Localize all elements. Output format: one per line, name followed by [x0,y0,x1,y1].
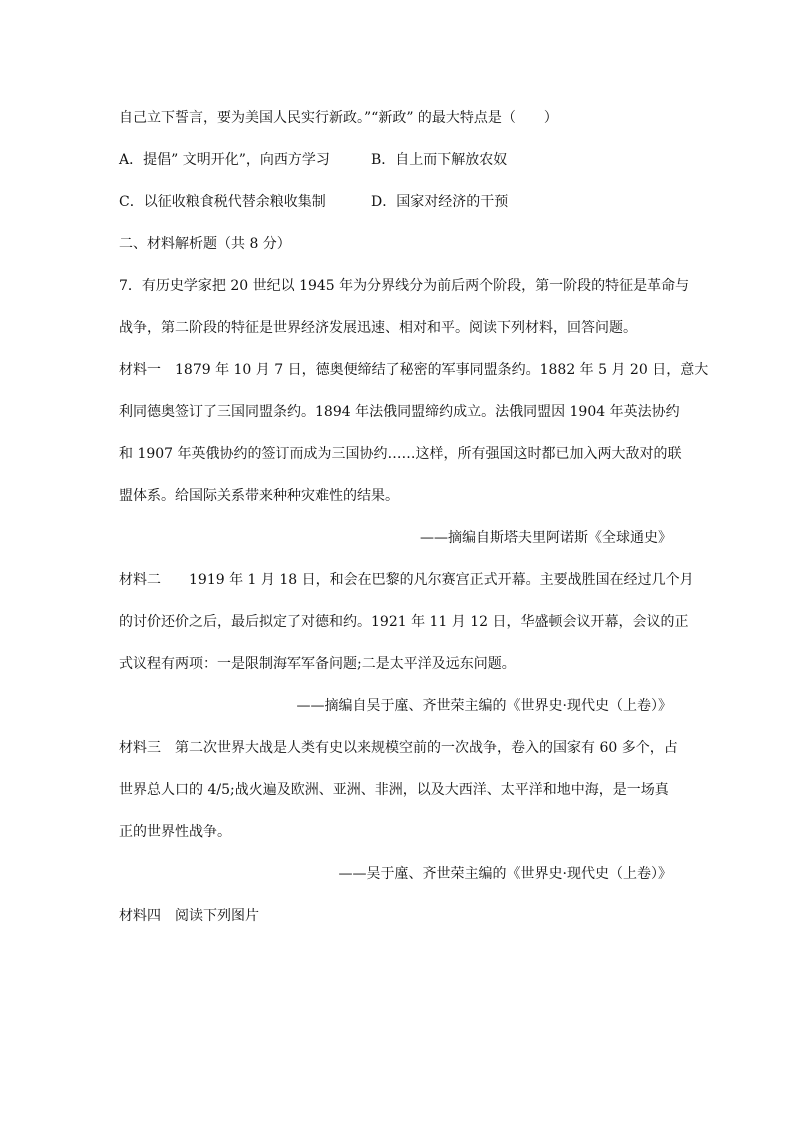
question7-intro-line: 战争，第二阶段的特征是世界经济发展迅速、相对和平。阅读下列材料，回答问题。 [119,320,637,336]
material2-line: 式议程有两项：一是限制海军军备问题;二是太平洋及远东问题。 [119,656,516,672]
material3-line: 材料三 第二次世界大战是人类有史以来规模空前的一次战争，卷入的国家有 60 多个，占 [119,740,678,756]
option-d: D．国家对经济的干预 [371,194,509,210]
material1-source: ——摘编自斯塔夫里阿诺斯《全球通史》 [420,530,672,546]
material1-line: 和 1907 年英俄协约的签订而成为三国协约……这样，所有强国这时都已加入两大敌对的联 [119,446,682,462]
material1-line: 材料一 1879 年 10 月 7 日，德奥便缔结了秘密的军事同盟条约。1882 年 5 月 20 日，意大 [119,362,709,378]
material1-line: 盟体系。给国际关系带来种种灾难性的结果。 [119,488,399,504]
option-c: C．以征收粮食税代替余粮收集制 [119,194,326,210]
question7-intro-line: 7．有历史学家把 20 世纪以 1945 年为分界线分为前后两个阶段，第一阶段的特征是革命与 [119,278,690,294]
material2-source: ——摘编自吴于廑、齐世荣主编的《世界史·现代史（上卷）》 [296,698,672,714]
section2-heading: 二、材料解析题（共 8 分） [119,236,291,252]
question6-stem-tail: 自己立下誓言，要为美国人民实行新政。”“新政” 的最大特点是（ ） [119,110,558,126]
material3-line: 正的世界性战争。 [119,824,231,840]
material3-source: ——吴于廑、齐世荣主编的《世界史·现代史（上卷）》 [338,866,672,882]
material2-line: 的讨价还价之后，最后拟定了对德和约。1921 年 11 月 12 日，华盛顿会议开幕，会议的正 [119,614,689,630]
option-b: B．自上而下解放农奴 [371,152,508,168]
material4-label: 材料四 阅读下列图片 [119,908,259,924]
material2-line: 材料二 1919 年 1 月 18 日，和会在巴黎的凡尔赛宫正式开幕。主要战胜国在经过几个月 [119,572,694,588]
material3-line: 世界总人口的 4/5;战火遍及欧洲、亚洲、非洲，以及大西洋、太平洋和地中海，是一场真 [119,782,669,798]
material1-line: 利同德奥签订了三国同盟条约。1894 年法俄同盟缔约成立。法俄同盟因 1904 年英法协约 [119,404,680,420]
option-a: A．提倡” 文明开化”，向西方学习 [119,152,330,168]
